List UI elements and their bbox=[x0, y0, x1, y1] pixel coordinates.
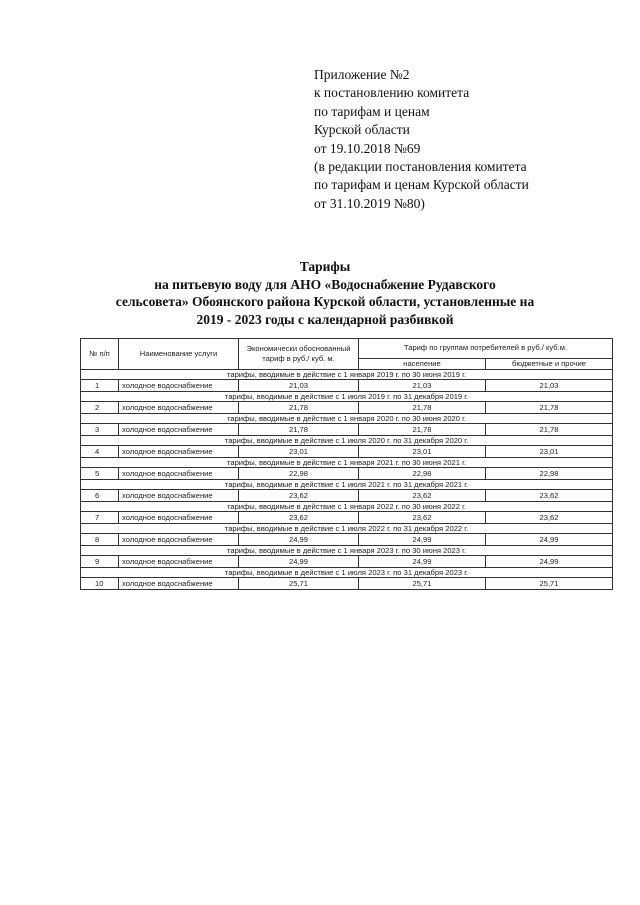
service-name: холодное водоснабжение bbox=[119, 512, 239, 524]
period-label: тарифы, вводимые в действие с 1 июля 2023 г. по 31 декабря 2023 г. bbox=[81, 568, 613, 578]
period-label: тарифы, вводимые в действие с 1 июля 2022 г. по 31 декабря 2022 г. bbox=[81, 524, 613, 534]
population-tariff-value: 24,99 bbox=[359, 556, 486, 568]
title-line: на питьевую воду для АНО «Водоснабжение Рудавского bbox=[154, 276, 496, 292]
header-budget: бюджетные и прочие bbox=[486, 358, 613, 369]
econ-tariff-value: 22,98 bbox=[239, 468, 359, 480]
service-name: холодное водоснабжение bbox=[119, 424, 239, 436]
appendix-line: от 31.10.2019 №80) bbox=[314, 195, 425, 211]
appendix-note bbox=[314, 66, 614, 213]
table-row bbox=[81, 578, 613, 590]
population-tariff-value: 25,71 bbox=[359, 578, 486, 590]
title-line: сельсовета» Обоянского района Курской области, установленные на bbox=[115, 294, 535, 309]
period-row bbox=[81, 480, 613, 490]
population-tariff-value: 23,62 bbox=[359, 490, 486, 502]
title-line: 2019 - 2023 годы с календарной разбивкой bbox=[196, 311, 454, 327]
population-tariff-value: 24,99 bbox=[359, 534, 486, 546]
table-row bbox=[81, 424, 613, 436]
budget-tariff-value: 23,62 bbox=[486, 490, 613, 502]
row-number: 3 bbox=[81, 424, 119, 436]
service-name: холодное водоснабжение bbox=[119, 446, 239, 458]
header-econ-tariff: Экономически обоснованный тариф в руб./ куб. м. bbox=[239, 339, 359, 370]
econ-tariff-value: 25,71 bbox=[239, 578, 359, 590]
table-row bbox=[81, 446, 613, 458]
header-service: Наименование услуги bbox=[119, 339, 239, 370]
period-row bbox=[81, 524, 613, 534]
table-row bbox=[81, 534, 613, 546]
period-row bbox=[81, 568, 613, 578]
econ-tariff-value: 21,78 bbox=[239, 424, 359, 436]
period-label: тарифы, вводимые в действие с 1 января 2019 г. по 30 июня 2019 г. bbox=[81, 370, 613, 380]
budget-tariff-value: 23,62 bbox=[486, 512, 613, 524]
population-tariff-value: 21,03 bbox=[359, 380, 486, 392]
row-number: 1 bbox=[81, 380, 119, 392]
row-number: 7 bbox=[81, 512, 119, 524]
budget-tariff-value: 24,99 bbox=[486, 556, 613, 568]
population-tariff-value: 21,78 bbox=[359, 402, 486, 414]
appendix-line: по тарифам и ценам Курской области bbox=[314, 177, 529, 193]
population-tariff-value: 23,62 bbox=[359, 512, 486, 524]
tariff-table-body bbox=[81, 370, 613, 590]
budget-tariff-value: 21,78 bbox=[486, 402, 613, 414]
service-name: холодное водоснабжение bbox=[119, 490, 239, 502]
econ-tariff-value: 23,01 bbox=[239, 446, 359, 458]
row-number: 5 bbox=[81, 468, 119, 480]
population-tariff-value: 23,01 bbox=[359, 446, 486, 458]
title-line: Тарифы bbox=[299, 259, 351, 274]
table-row bbox=[81, 402, 613, 414]
econ-tariff-value: 23,62 bbox=[239, 512, 359, 524]
tariff-table bbox=[80, 338, 613, 590]
population-tariff-value: 21,78 bbox=[359, 424, 486, 436]
table-row bbox=[81, 380, 613, 392]
econ-tariff-value: 23,62 bbox=[239, 490, 359, 502]
document-title bbox=[60, 258, 590, 328]
econ-tariff-value: 21,03 bbox=[239, 380, 359, 392]
budget-tariff-value: 22,98 bbox=[486, 468, 613, 480]
budget-tariff-value: 24,99 bbox=[486, 534, 613, 546]
period-row bbox=[81, 458, 613, 468]
service-name: холодное водоснабжение bbox=[119, 556, 239, 568]
period-label: тарифы, вводимые в действие с 1 января 2022 г. по 30 июня 2022 г. bbox=[81, 502, 613, 512]
period-row bbox=[81, 392, 613, 402]
budget-tariff-value: 21,03 bbox=[486, 380, 613, 392]
population-tariff-value: 22,98 bbox=[359, 468, 486, 480]
row-number: 2 bbox=[81, 402, 119, 414]
budget-tariff-value: 23,01 bbox=[486, 446, 613, 458]
period-label: тарифы, вводимые в действие с 1 января 2021 г. по 30 июня 2021 г. bbox=[81, 458, 613, 468]
appendix-line: к постановлению комитета bbox=[314, 85, 470, 101]
period-row bbox=[81, 414, 613, 424]
appendix-line: от 19.10.2018 №69 bbox=[314, 140, 421, 156]
appendix-line: по тарифам и ценам bbox=[314, 103, 430, 119]
row-number: 6 bbox=[81, 490, 119, 502]
appendix-line: Курской области bbox=[314, 122, 410, 138]
row-number: 10 bbox=[81, 578, 119, 590]
appendix-line: (в редакции постановления комитета bbox=[314, 159, 527, 175]
period-row bbox=[81, 546, 613, 556]
period-label: тарифы, вводимые в действие с 1 января 2020 г. по 30 июня 2020 г. bbox=[81, 414, 613, 424]
service-name: холодное водоснабжение bbox=[119, 380, 239, 392]
period-label: тарифы, вводимые в действие с 1 января 2023 г. по 30 июня 2023 г. bbox=[81, 546, 613, 556]
budget-tariff-value: 21,78 bbox=[486, 424, 613, 436]
econ-tariff-value: 21,78 bbox=[239, 402, 359, 414]
budget-tariff-value: 25,71 bbox=[486, 578, 613, 590]
period-row bbox=[81, 436, 613, 446]
header-num: № п/п bbox=[81, 339, 119, 370]
period-label: тарифы, вводимые в действие с 1 июля 2021 г. по 31 декабря 2021 г. bbox=[81, 480, 613, 490]
table-row bbox=[81, 490, 613, 502]
period-label: тарифы, вводимые в действие с 1 июля 2019 г. по 31 декабря 2019 г. bbox=[81, 392, 613, 402]
service-name: холодное водоснабжение bbox=[119, 468, 239, 480]
service-name: холодное водоснабжение bbox=[119, 534, 239, 546]
period-row bbox=[81, 370, 613, 380]
header-consumer-groups: Тариф по группам потребителей в руб./ куб.м. bbox=[359, 339, 613, 359]
row-number: 9 bbox=[81, 556, 119, 568]
econ-tariff-value: 24,99 bbox=[239, 534, 359, 546]
table-row bbox=[81, 468, 613, 480]
row-number: 8 bbox=[81, 534, 119, 546]
service-name: холодное водоснабжение bbox=[119, 578, 239, 590]
table-row bbox=[81, 556, 613, 568]
econ-tariff-value: 24,99 bbox=[239, 556, 359, 568]
period-row bbox=[81, 502, 613, 512]
row-number: 4 bbox=[81, 446, 119, 458]
header-population: население bbox=[359, 358, 486, 369]
period-label: тарифы, вводимые в действие с 1 июля 2020 г. по 31 декабря 2020 г. bbox=[81, 436, 613, 446]
appendix-line: Приложение №2 bbox=[314, 67, 410, 82]
service-name: холодное водоснабжение bbox=[119, 402, 239, 414]
table-row bbox=[81, 512, 613, 524]
